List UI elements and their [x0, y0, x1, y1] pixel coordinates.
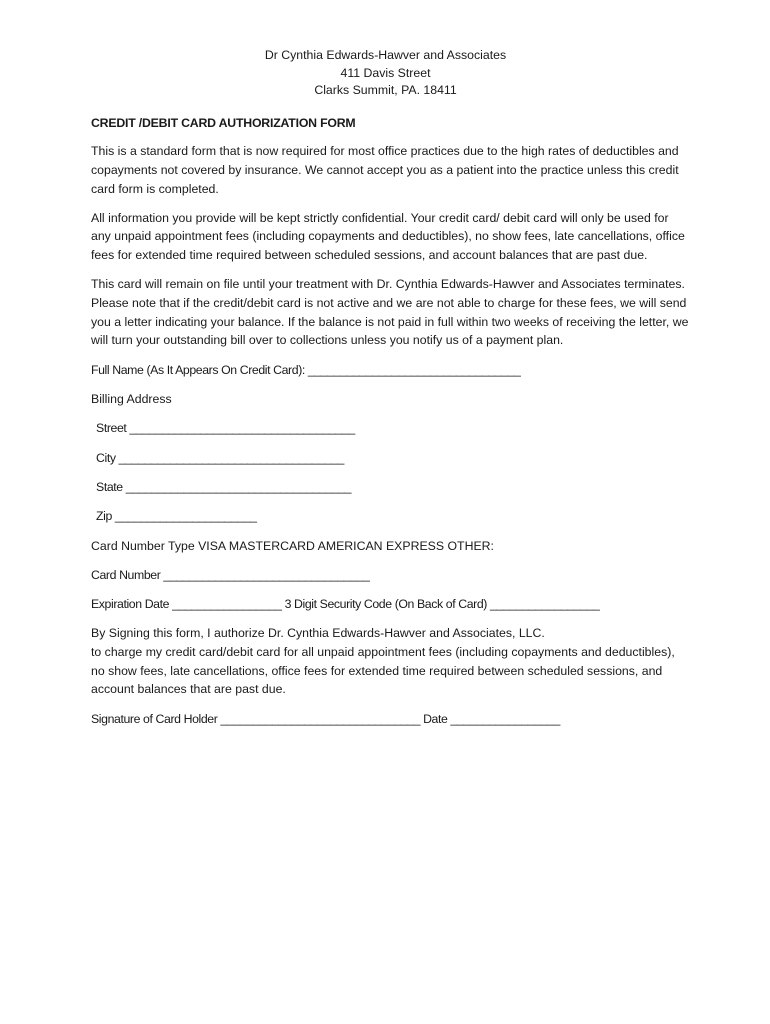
- state-field[interactable]: State ___________________________________: [93, 479, 352, 494]
- confidentiality-paragraph: All information you provide will be kept strictly confidential. Your credit card/ debit card will only be used for any unpaid appointment fees (including copayments and deductibles), no show fees, late cancellations, office fees for extended time required between scheduled sessions, and account balances that are past due.: [91, 210, 685, 263]
- practice-street: 411 Davis Street: [340, 65, 431, 80]
- card-on-file-paragraph: This card will remain on file until your treatment with Dr. Cynthia Edwards-Hawver and Associates terminates. Please note that if the credit/debit card is not active and we are not able to charge for these fees, we will send you a letter indicating your balance. If the balance is not paid in full within two weeks of receiving the letter, we will turn your outstanding bill over to collections unless you notify us of a payment plan.: [91, 277, 689, 348]
- authorization-statement: [91, 624, 690, 699]
- authorization-line-1: By Signing this form, I authorize Dr. Cynthia Edwards-Hawver and Associates, LLC.: [91, 625, 545, 640]
- card-type-field[interactable]: Card Number Type VISA MASTERCARD AMERICAN EXPRESS OTHER:: [91, 538, 494, 553]
- full-name-field[interactable]: Full Name (As It Appears On Credit Card): _________________________________: [91, 362, 521, 377]
- practice-header: [81, 47, 690, 100]
- signature-date-field[interactable]: Signature of Card Holder _______________________________ Date _________________: [91, 711, 560, 726]
- expiration-security-field[interactable]: Expiration Date _________________ 3 Digit Security Code (On Back of Card) _________________: [91, 597, 600, 612]
- form-title: CREDIT /DEBIT CARD AUTHORIZATION FORM: [91, 115, 356, 130]
- practice-city-state-zip: Clarks Summit, PA. 18411: [314, 83, 457, 97]
- card-number-field[interactable]: Card Number ________________________________: [91, 567, 370, 582]
- street-field[interactable]: Street ___________________________________: [93, 421, 355, 436]
- zip-field[interactable]: Zip ______________________: [93, 509, 257, 524]
- authorization-line-2: to charge my credit card/debit card for all unpaid appointment fees (including copayments and deductibles), no show fees, late cancellations, office fees for extended time required between scheduled sessions, and account balances that are past due.: [91, 644, 675, 697]
- billing-address-label: Billing Address: [91, 392, 172, 407]
- practice-name: Dr Cynthia Edwards-Hawver and Associates: [264, 48, 507, 62]
- city-field[interactable]: City ___________________________________: [93, 450, 344, 465]
- intro-paragraph: This is a standard form that is now required for most office practices due to the high rates of deductibles and copayments not covered by insurance. We cannot accept you as a patient into the practice unless this credit card form is completed.: [91, 144, 679, 196]
